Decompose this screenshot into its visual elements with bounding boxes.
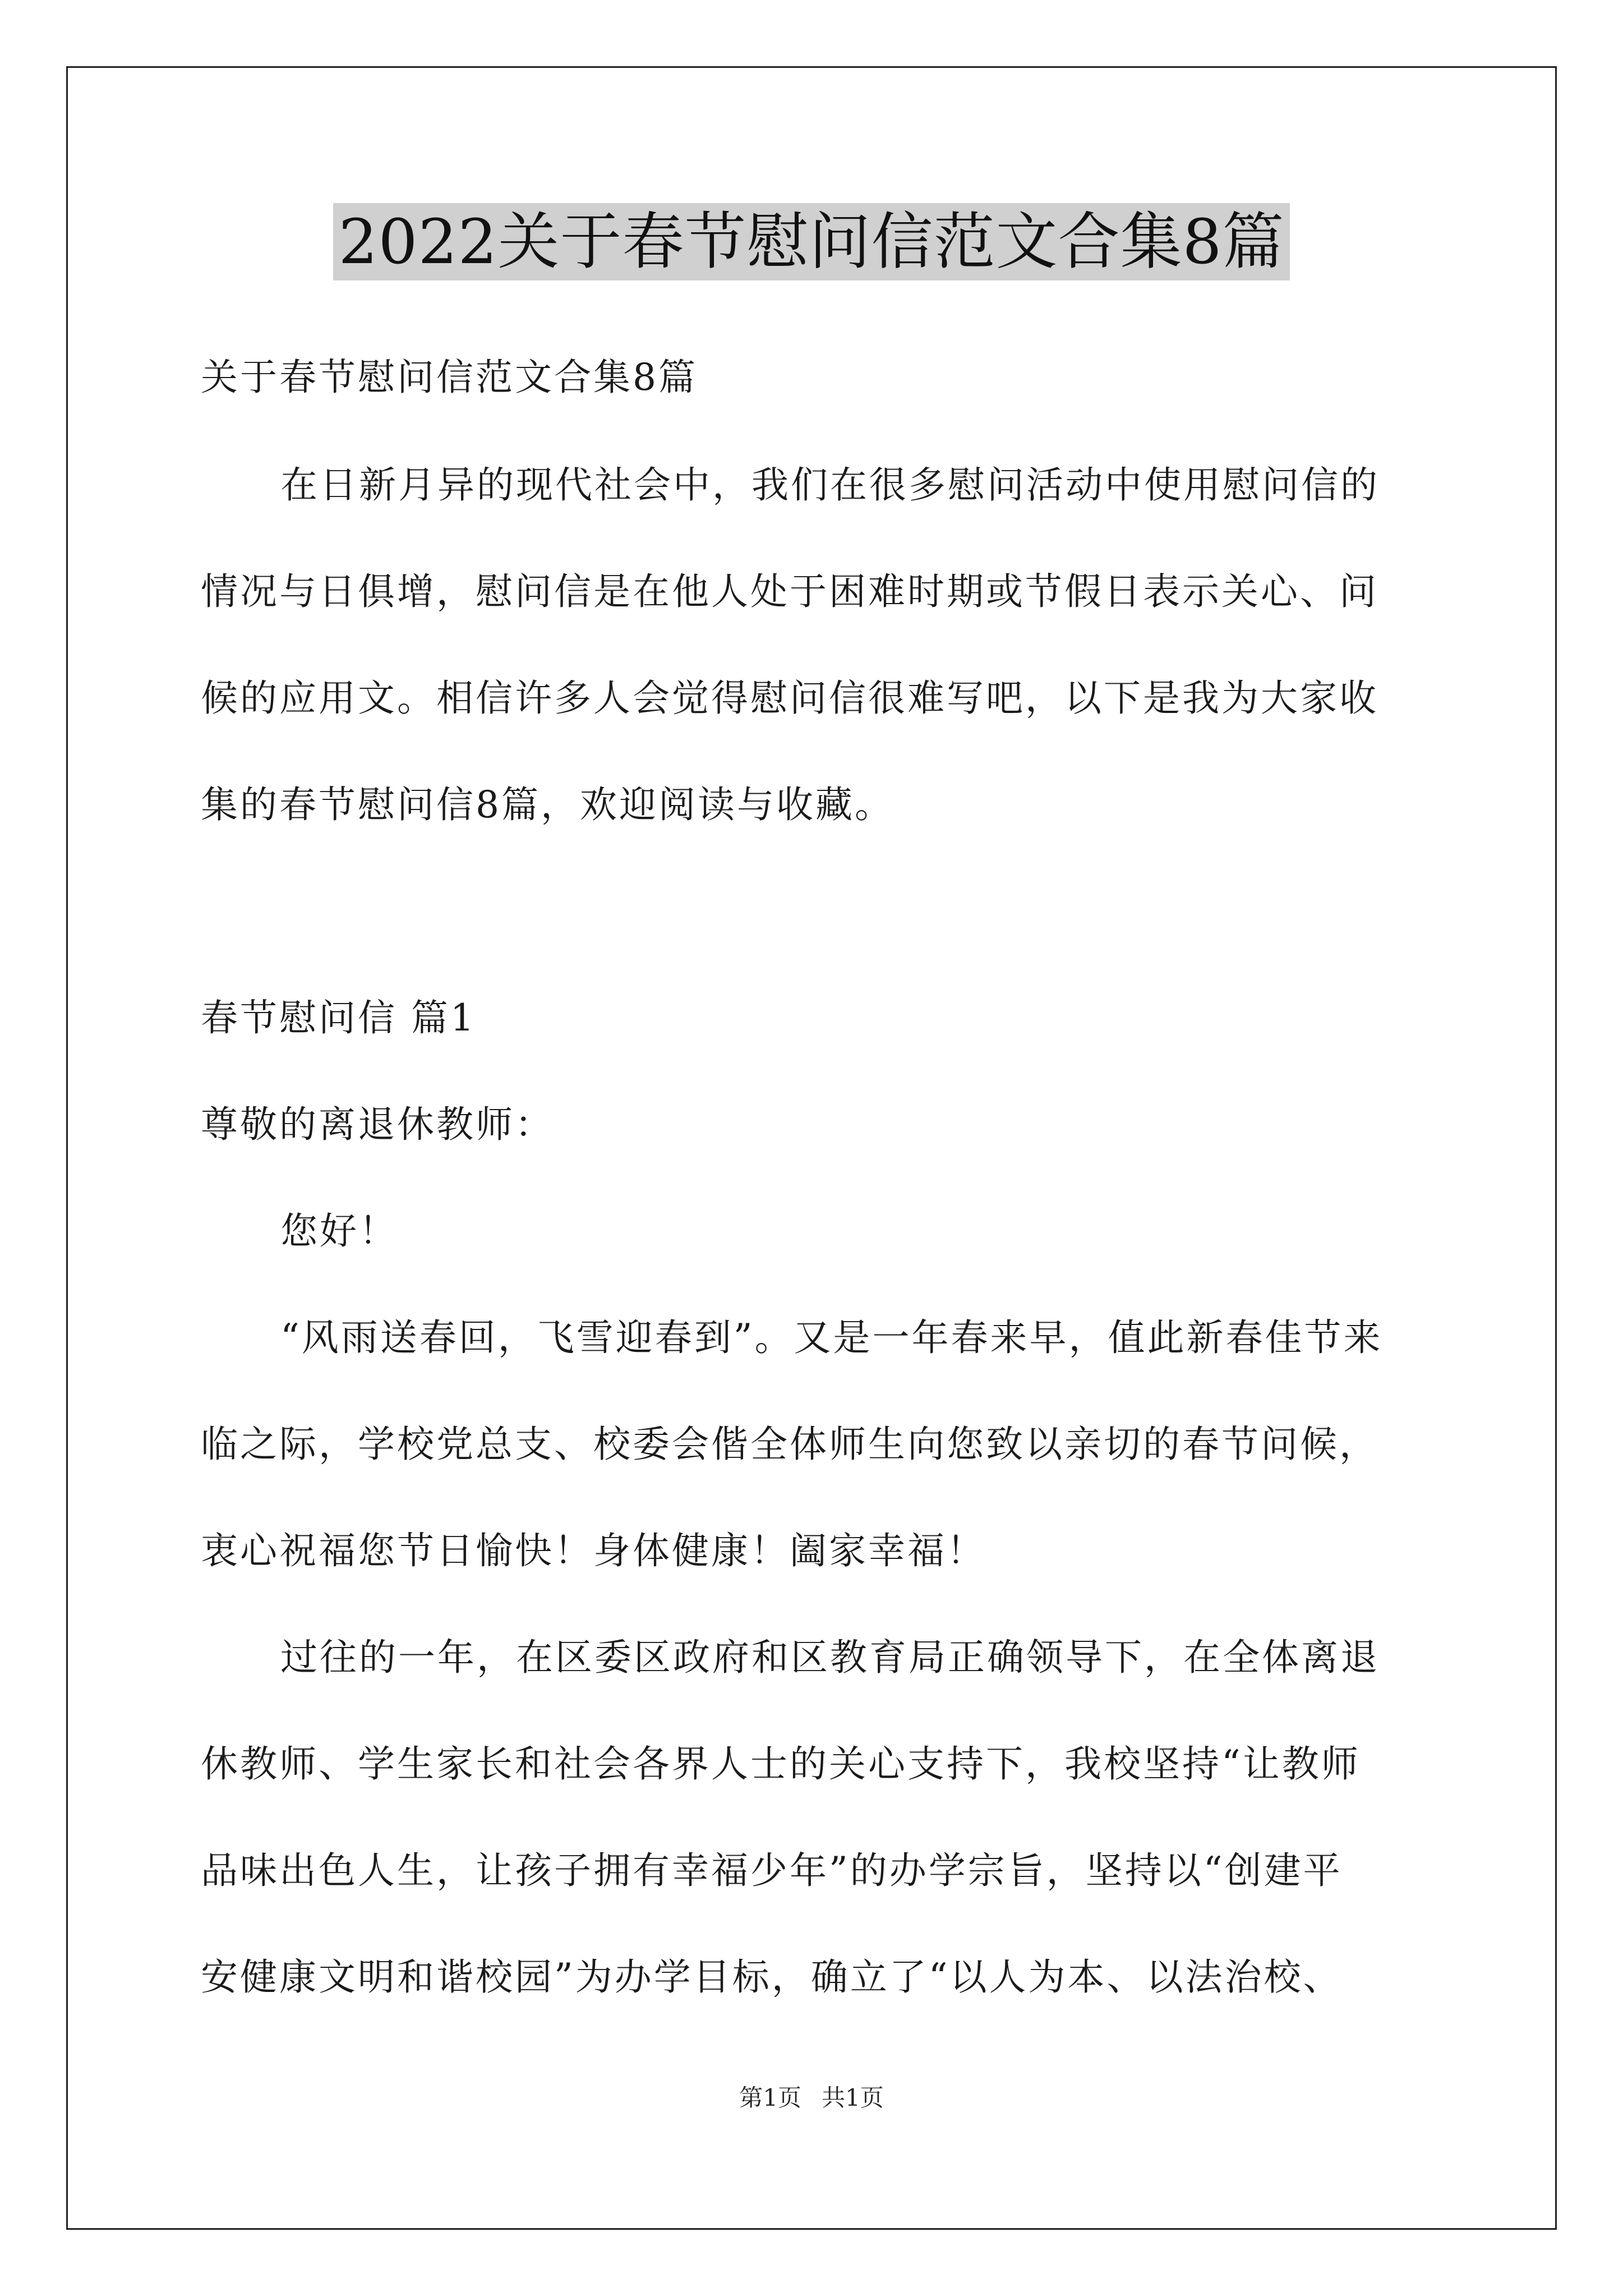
paragraph-line: 安健康文明和谐校园”为办学目标，确立了“以人为本、以法治校、 — [201, 1955, 1343, 1999]
document-title: 2022关于春节慰问信范文合集8篇 — [333, 203, 1290, 280]
paragraph-line: 品味出色人生，让孩子拥有幸福少年”的办学宗旨，坚持以“创建平 — [201, 1849, 1343, 1892]
paragraph-line: 在日新月异的现代社会中，我们在很多慰问活动中使用慰问信的 — [280, 463, 1380, 507]
paragraph-line: 情况与日俱增，慰问信是在他人处于困难时期或节假日表示关心、问 — [201, 570, 1378, 613]
paragraph-line: 过往的一年，在区委区政府和区教育局正确领导下，在全体离退 — [280, 1636, 1380, 1679]
page-footer — [0, 2081, 1623, 2115]
section-heading: 春节慰问信 篇1 — [201, 996, 476, 1039]
paragraph-line: “风雨送春回，飞雪迎春到”。又是一年春来早，值此新春佳节来 — [280, 1316, 1383, 1359]
paragraph-line: 临之际，学校党总支、校委会偕全体师生向您致以亲切的春节问候， — [201, 1423, 1378, 1466]
paragraph-line: 集的春节慰问信8篇，欢迎阅读与收藏。 — [201, 783, 894, 826]
paragraph-line: 衷心祝福您节日愉快！身体健康！阖家幸福！ — [201, 1529, 986, 1572]
salutation-line: 尊敬的离退休教师： — [201, 1103, 554, 1146]
paragraph-line: 休教师、学生家长和社会各界人士的关心支持下，我校坚持“让教师 — [201, 1742, 1361, 1786]
paragraph-line: 候的应用文。相信许多人会觉得慰问信很难写吧，以下是我为大家收 — [201, 677, 1378, 720]
page-total: 共1页 — [822, 2084, 884, 2111]
title-container — [0, 203, 1623, 280]
subtitle-line: 关于春节慰问信范文合集8篇 — [201, 356, 698, 399]
greeting-line: 您好！ — [280, 1209, 398, 1253]
page-number: 第1页 — [739, 2084, 801, 2111]
